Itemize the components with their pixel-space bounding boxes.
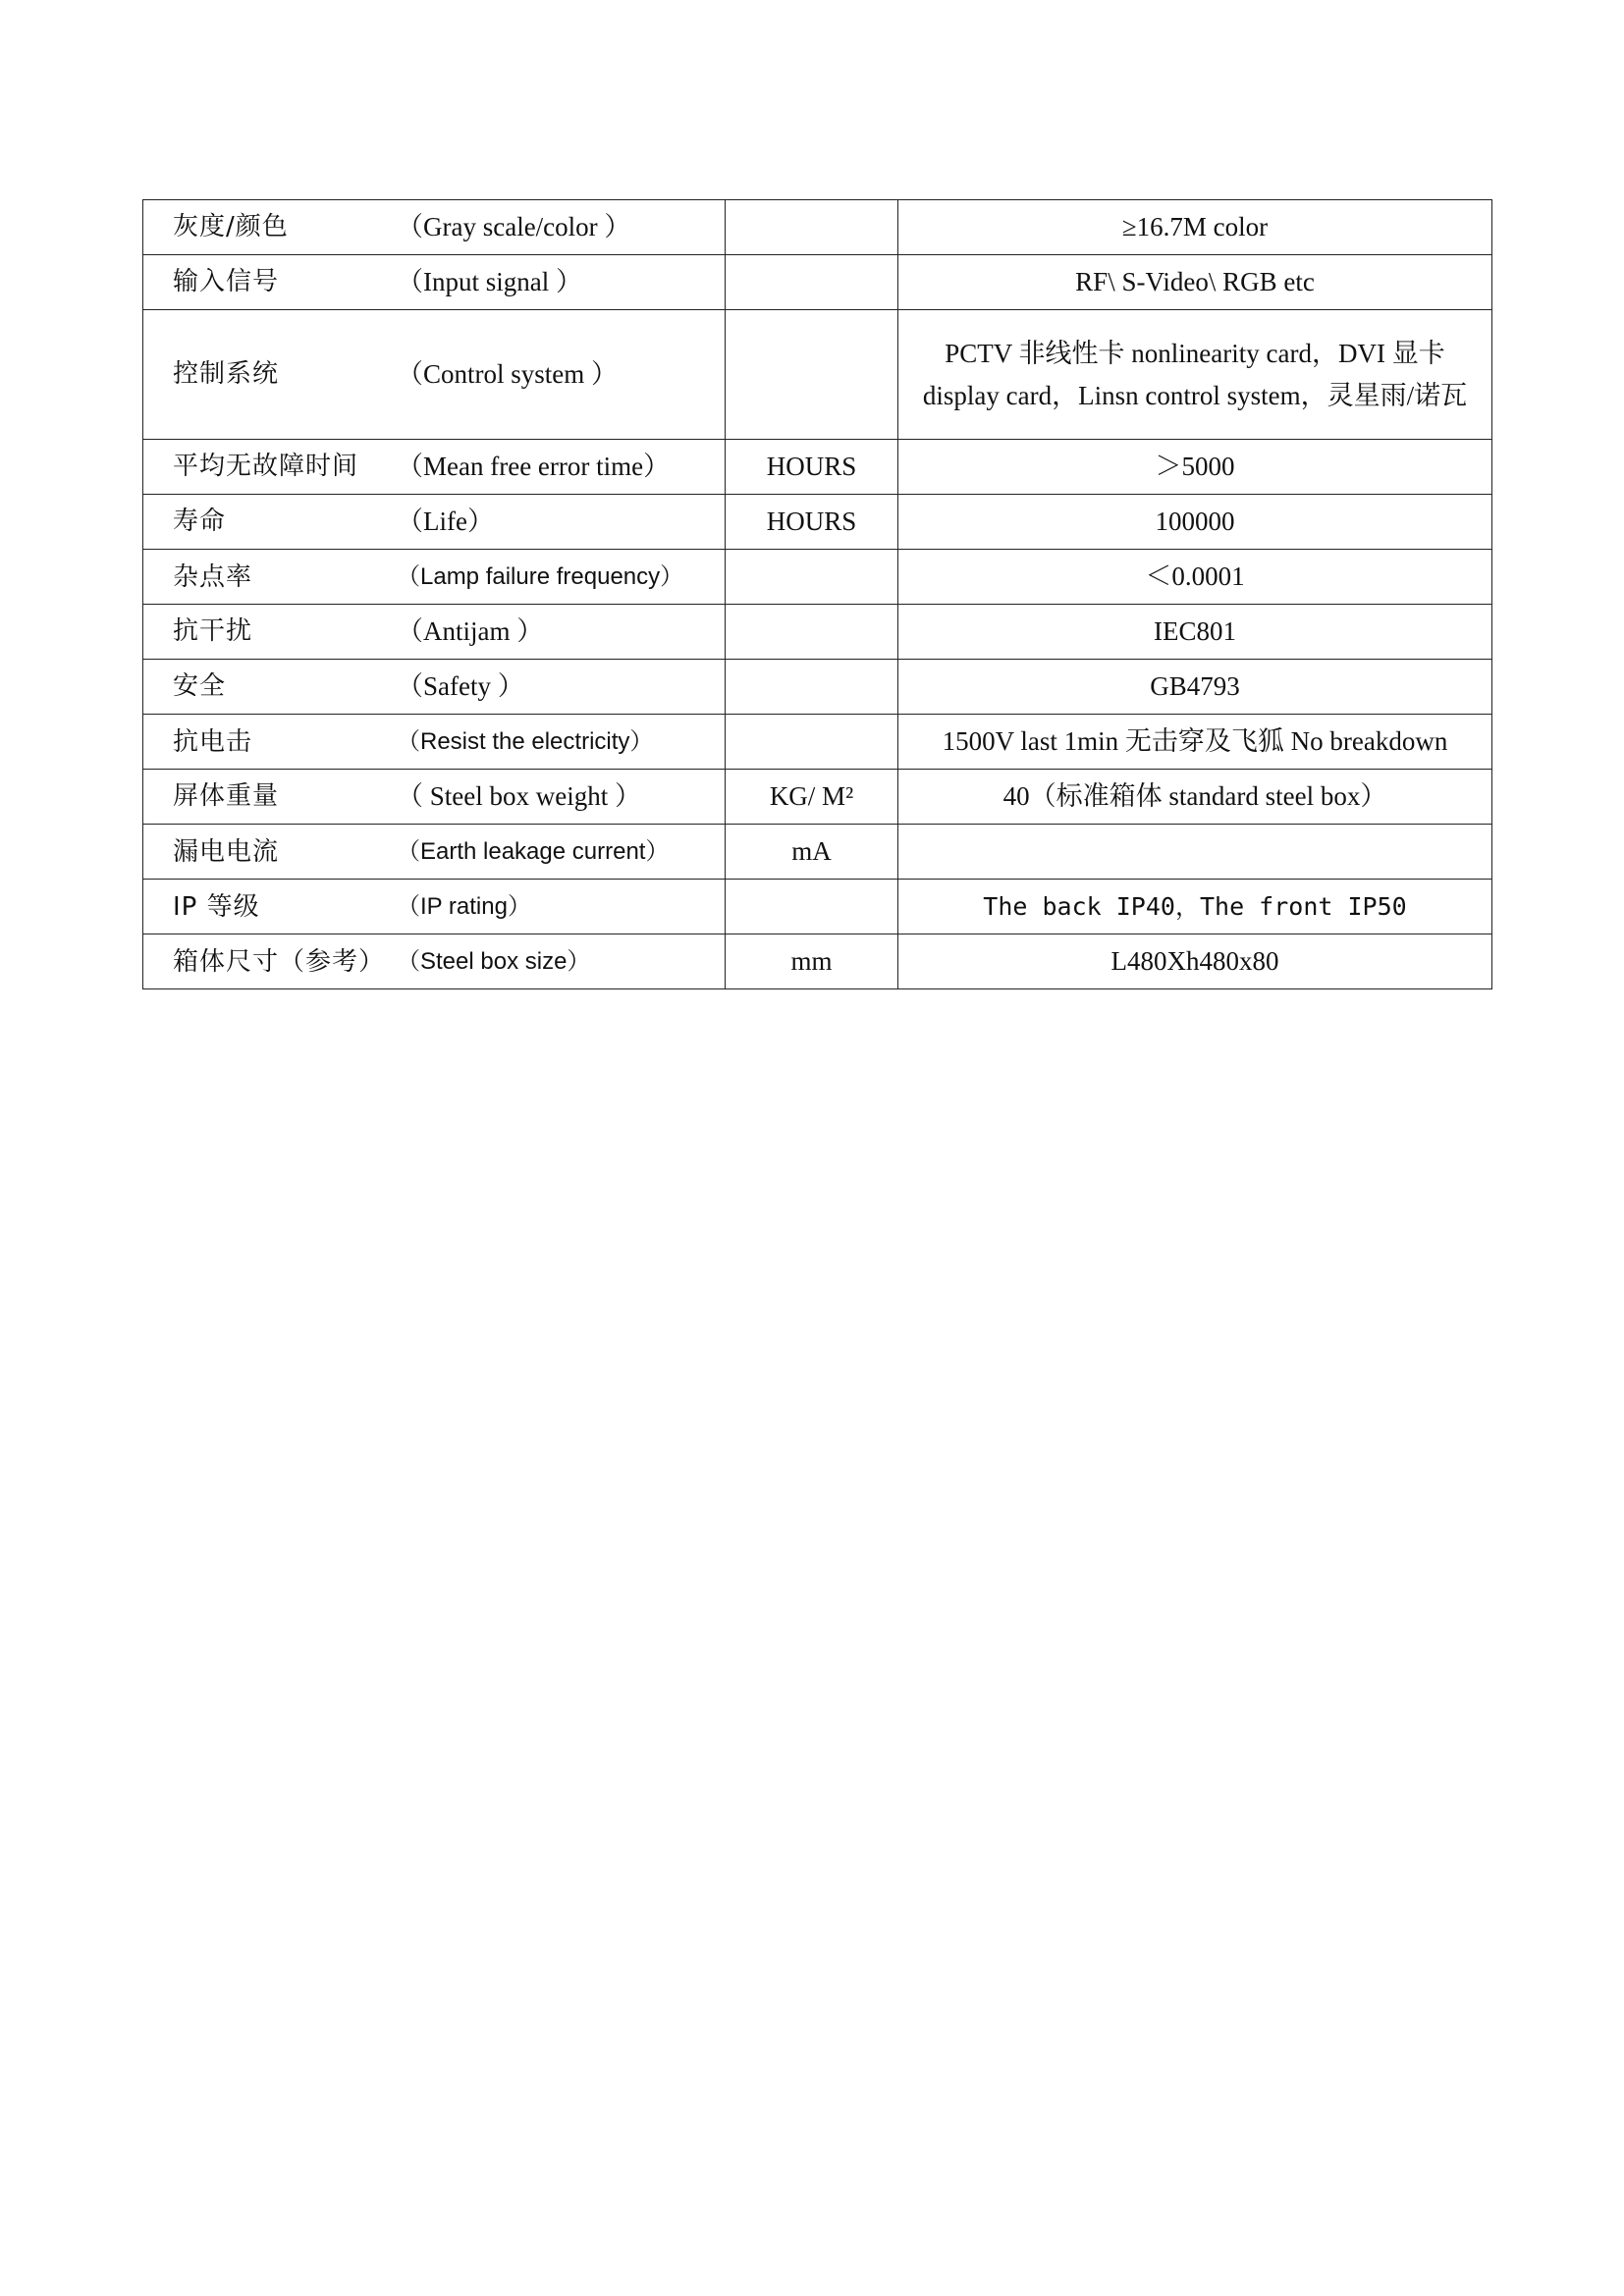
table-row bbox=[143, 934, 1492, 989]
value-cell: The back IP40，The front IP50 bbox=[898, 880, 1492, 934]
table-row bbox=[143, 310, 1492, 440]
parameter-name-en: （Safety ） bbox=[397, 670, 524, 701]
parameter-name-cell bbox=[143, 495, 726, 550]
unit-cell bbox=[726, 310, 898, 440]
parameter-name-zh: 抗电击 bbox=[173, 726, 253, 757]
parameter-name-zh: 寿命 bbox=[173, 507, 227, 537]
parameter-name-en: （Life） bbox=[397, 506, 494, 536]
unit-cell: KG/ M² bbox=[726, 770, 898, 825]
parameter-name-en: （Mean free error time） bbox=[397, 451, 671, 481]
table-row bbox=[143, 770, 1492, 825]
parameter-name-cell bbox=[143, 255, 726, 310]
parameter-name-zh: 屏体重量 bbox=[173, 781, 280, 812]
table-row bbox=[143, 255, 1492, 310]
specification-table bbox=[142, 199, 1492, 989]
parameter-name-zh: 箱体尺寸（参考） bbox=[173, 946, 386, 977]
parameter-name-zh: 漏电电流 bbox=[173, 836, 280, 867]
parameter-name-cell bbox=[143, 440, 726, 495]
parameter-name-en: （Control system ） bbox=[397, 358, 619, 389]
unit-cell: HOURS bbox=[726, 440, 898, 495]
value-cell: 100000 bbox=[898, 495, 1492, 550]
table-row bbox=[143, 550, 1492, 605]
parameter-name-cell bbox=[143, 715, 726, 770]
parameter-name-en: （Gray scale/color ） bbox=[397, 211, 631, 241]
unit-cell bbox=[726, 880, 898, 934]
value-cell: IEC801 bbox=[898, 605, 1492, 660]
parameter-name-zh: 杂点率 bbox=[173, 561, 253, 592]
parameter-name-zh: 灰度/颜色 bbox=[173, 212, 289, 242]
parameter-name-zh: 抗干扰 bbox=[173, 616, 253, 647]
value-cell: ＜0.0001 bbox=[898, 550, 1492, 605]
table-row bbox=[143, 880, 1492, 934]
parameter-name-zh: 控制系统 bbox=[173, 359, 280, 390]
unit-cell bbox=[726, 605, 898, 660]
unit-cell bbox=[726, 200, 898, 255]
value-cell: ≥16.7M color bbox=[898, 200, 1492, 255]
parameter-name-en: （ Steel box weight ） bbox=[397, 780, 641, 811]
parameter-name-en: （Resist the electricity） bbox=[397, 728, 654, 756]
parameter-name-cell bbox=[143, 310, 726, 440]
parameter-name-cell bbox=[143, 200, 726, 255]
unit-cell: mA bbox=[726, 825, 898, 880]
table-row bbox=[143, 825, 1492, 880]
parameter-name-en: （Earth leakage current） bbox=[397, 838, 670, 866]
value-cell: RF\ S-Video\ RGB etc bbox=[898, 255, 1492, 310]
unit-cell: HOURS bbox=[726, 495, 898, 550]
parameter-name-cell bbox=[143, 825, 726, 880]
value-cell bbox=[898, 825, 1492, 880]
unit-cell bbox=[726, 715, 898, 770]
table-row bbox=[143, 440, 1492, 495]
parameter-name-en: （Lamp failure frequency） bbox=[397, 563, 684, 591]
parameter-name-zh: 安全 bbox=[173, 671, 227, 702]
unit-cell bbox=[726, 660, 898, 715]
parameter-name-cell bbox=[143, 770, 726, 825]
unit-cell bbox=[726, 550, 898, 605]
table-row bbox=[143, 605, 1492, 660]
parameter-name-cell bbox=[143, 934, 726, 989]
parameter-name-zh: 平均无故障时间 bbox=[173, 452, 359, 482]
table-row bbox=[143, 660, 1492, 715]
parameter-name-en: （Antijam ） bbox=[397, 615, 544, 646]
table-row bbox=[143, 715, 1492, 770]
unit-cell: mm bbox=[726, 934, 898, 989]
table-row bbox=[143, 200, 1492, 255]
value-cell: L480Xh480x80 bbox=[898, 934, 1492, 989]
parameter-name-cell bbox=[143, 880, 726, 934]
parameter-name-cell bbox=[143, 605, 726, 660]
parameter-name-en: （Steel box size） bbox=[397, 948, 591, 976]
value-cell: ＞5000 bbox=[898, 440, 1492, 495]
parameter-name-zh: IP 等级 bbox=[173, 891, 260, 922]
value-cell: GB4793 bbox=[898, 660, 1492, 715]
table-row bbox=[143, 495, 1492, 550]
value-cell: 40（标准箱体 standard steel box） bbox=[898, 770, 1492, 825]
parameter-name-en: （Input signal ） bbox=[397, 266, 582, 296]
parameter-name-cell bbox=[143, 660, 726, 715]
value-cell: 1500V last 1min 无击穿及飞狐 No breakdown bbox=[898, 715, 1492, 770]
unit-cell bbox=[726, 255, 898, 310]
parameter-name-zh: 输入信号 bbox=[173, 267, 280, 297]
parameter-name-en: （IP rating） bbox=[397, 893, 531, 921]
value-cell: PCTV 非线性卡 nonlinearity card，DVI 显卡 display card，Linsn control system，灵星雨/诺瓦 bbox=[898, 310, 1492, 440]
parameter-name-cell bbox=[143, 550, 726, 605]
